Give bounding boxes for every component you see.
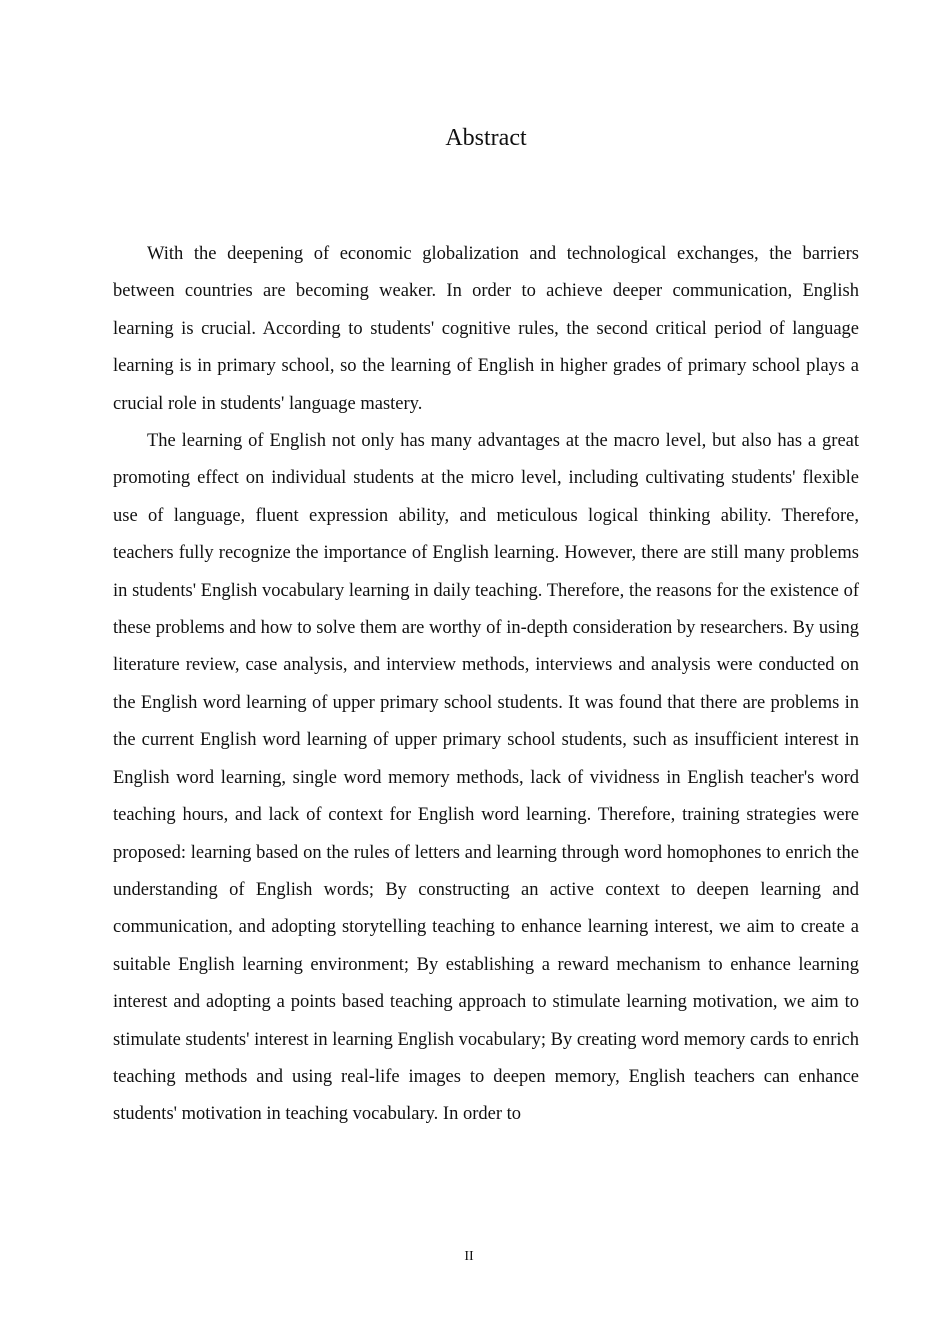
page-number: II bbox=[464, 1249, 474, 1264]
page-title: Abstract bbox=[445, 125, 527, 151]
abstract-body bbox=[113, 236, 859, 1134]
abstract-paragraph-2: The learning of English not only has many advantages at the macro level, but also has a great promoting effect on individual students at the micro level, including cultivating students' flexible use of language, fluent expression ability, and meticulous logical thinking ability. Therefore, teachers fully recognize the importance of English learning. However, there are still many problems in students' English vocabulary learning in daily teaching. Therefore, the reasons for the existence of these problems and how to solve them are worthy of in-depth consideration by researchers. By using literature review, case analysis, and interview methods, interviews and analysis were conducted on the English word learning of upper primary school students. It was found that there are problems in the current English word learning of upper primary school students, such as insufficient interest in English word learning, single word memory methods, lack of vividness in English teacher's word teaching hours, and lack of context for English word learning. Therefore, training strategies were proposed: learning based on the rules of letters and learning through word homophones to enrich the understanding of English words; By constructing an active context to deepen learning and communication, and adopting storytelling teaching to enhance learning interest, we aim to create a suitable English learning environment; By establishing a reward mechanism to enhance learning interest and adopting a points based teaching approach to stimulate learning motivation, we aim to stimulate students' interest in learning English vocabulary; By creating word memory cards to enrich teaching methods and using real-life images to deepen memory, English teachers can enhance students' motivation in teaching vocabulary. In order to bbox=[113, 431, 859, 1125]
abstract-paragraph-1: With the deepening of economic globalization and technological exchanges, the barriers between countries are becoming weaker. In order to achieve deeper communication, English learning is crucial. According to students' cognitive rules, the second critical period of language learning is in primary school, so the learning of English in higher grades of primary school plays a crucial role in students' language mastery. bbox=[113, 244, 859, 414]
